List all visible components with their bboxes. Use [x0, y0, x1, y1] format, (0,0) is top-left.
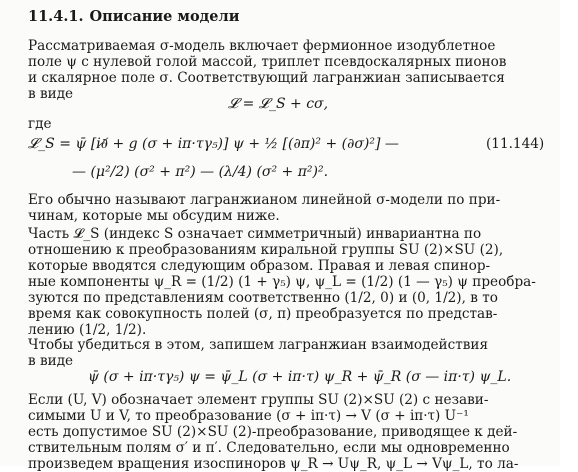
text-line: в виде	[28, 353, 74, 369]
text-line: ные компоненты ψ_R = (1/2) (1 + γ₅) ψ, ψ_L = (1/2) (1 — γ₅) ψ преобра-	[28, 274, 536, 290]
text-line: чинам, которые мы обсудим ниже.	[28, 208, 280, 224]
section-number: 11.4.1.	[28, 8, 84, 25]
text-line: поле ψ с нулевой голой массой, триплет псевдоскалярных пионов	[28, 54, 507, 70]
section-heading	[28, 8, 240, 25]
text-line: Часть 𝓛_S (индекс S означает симметричный) инвариантна по	[28, 226, 482, 242]
text-line: отношению к преобразованиям киральной группы SU (2)×SU (2),	[28, 242, 504, 258]
text-line: произведем вращения изоспиноров ψ_R → Uψ_R, ψ_L → Vψ_L, то ла-	[28, 456, 519, 472]
section-title: Описание модели	[89, 8, 240, 25]
equation-number: (11.144)	[486, 136, 545, 152]
lagrangian-formula: 𝓛 = 𝓛_S + cσ,	[228, 96, 329, 112]
text-line: Рассматриваемая σ-модель включает фермионное изодублетное	[28, 38, 496, 54]
text-line: в виде	[28, 86, 74, 102]
text-line: есть допустимое SU (2)×SU (2)-преобразование, приводящее к дей-	[28, 424, 518, 440]
symmetric-lagrangian-formula: 𝓛_S = ψ̄ [i∂̸ + g (σ + iπ·τγ₅)] ψ + ½ [(∂π)² + (∂σ)²] —	[28, 136, 399, 152]
text-line: и скалярное поле σ. Соответствующий лагранжиан записывается	[28, 70, 505, 86]
interaction-formula: ψ̄ (σ + iπ·τγ₅) ψ = ψ̄_L (σ + iπ·τ) ψ_R + ψ̄_R (σ — iπ·τ) ψ_L.	[88, 369, 512, 385]
where-label: где	[28, 116, 52, 132]
text-line: время как совокупность полей (σ, π) преобразуется по представ-	[28, 306, 498, 322]
potential-formula: — (μ²/2) (σ² + π²) — (λ/4) (σ² + π²)².	[72, 164, 329, 180]
text-line: зуются по представлениям соответственно (1/2, 0) и (0, 1/2), в то	[28, 290, 498, 306]
text-line: Чтобы убедиться в этом, запишем лагранжиан взаимодействия	[28, 337, 489, 353]
text-line: Если (U, V) обозначает элемент группы SU (2)×SU (2) с незави-	[28, 392, 489, 408]
text-line: ствительным полям σ′ и π′. Следовательно, если мы одновременно	[28, 440, 510, 456]
text-line: Его обычно называют лагранжианом линейной σ-модели по при-	[28, 192, 501, 208]
page-margin	[560, 0, 578, 466]
text-line: симыми U и V, то преобразование (σ + iπ·τ) → V (σ + iπ·τ) U⁻¹	[28, 408, 469, 424]
text-line: лению (1/2, 1/2).	[28, 322, 147, 338]
text-line: которые вводятся следующим образом. Правая и левая спинор-	[28, 258, 491, 274]
